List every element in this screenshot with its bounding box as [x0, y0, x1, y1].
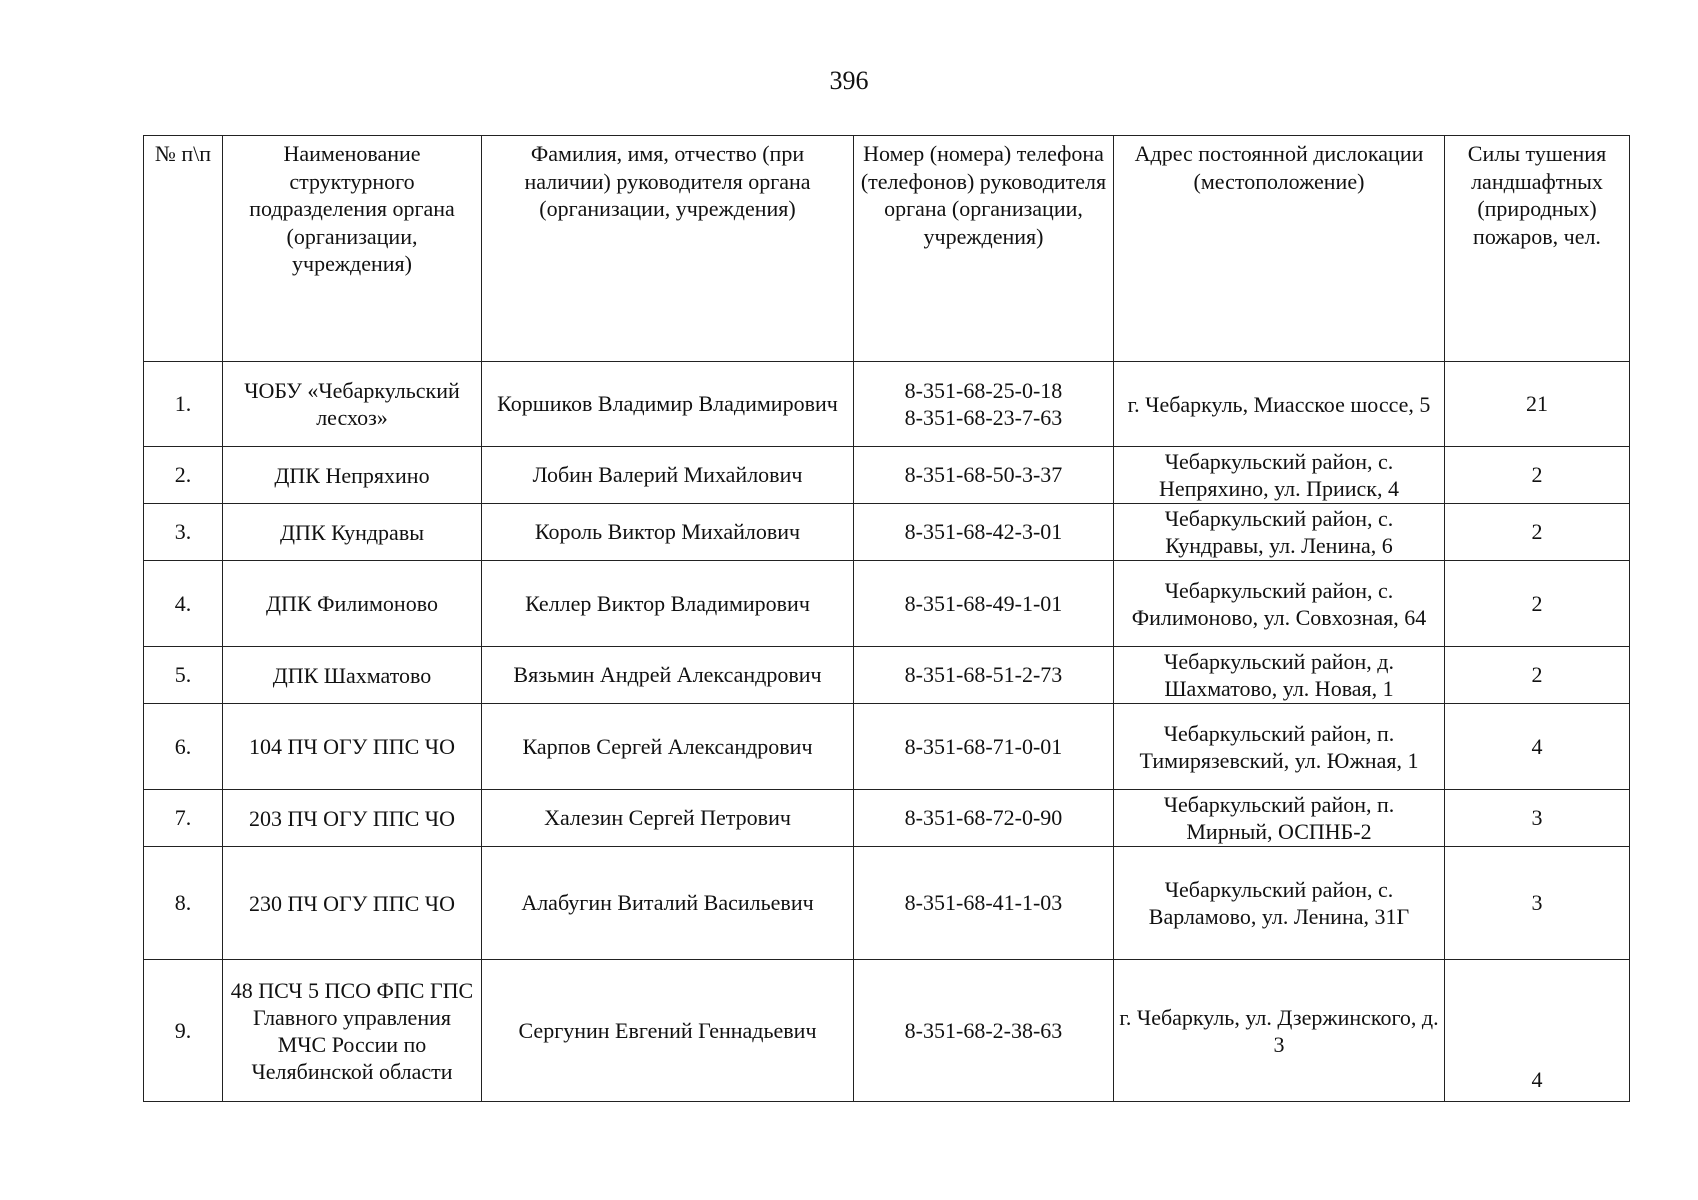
row-organization: 48 ПСЧ 5 ПСО ФПС ГПС Главного управления МЧС России по Челябинской области: [223, 960, 482, 1102]
row-address: Чебаркульский район, с. Варламово, ул. Ленина, 31Г: [1114, 847, 1445, 960]
row-address: Чебаркульский район, п. Тимирязевский, ул. Южная, 1: [1114, 704, 1445, 790]
row-forces: 4: [1445, 960, 1630, 1102]
row-phone-1: 8-351-68-25-0-18: [904, 377, 1063, 403]
row-head-name: Алабугин Виталий Васильевич: [482, 847, 854, 960]
row-head-name: Сергунин Евгений Геннадьевич: [482, 960, 854, 1102]
row-forces: 2: [1445, 647, 1630, 704]
row-number: 9.: [144, 960, 223, 1102]
header-address: Адрес постоянной дислокации (местоположение): [1114, 136, 1445, 362]
row-phone: 8-351-68-50-3-37: [854, 447, 1114, 504]
table-row: [144, 847, 1630, 960]
header-phone: Номер (номера) телефона (телефонов) руководителя органа (организации, учреждения): [854, 136, 1114, 362]
row-organization: 230 ПЧ ОГУ ППС ЧО: [223, 847, 482, 960]
row-forces: 2: [1445, 561, 1630, 647]
row-number: 8.: [144, 847, 223, 960]
header-organization: Наименование структурного подразделения органа (организации, учреждения): [223, 136, 482, 362]
row-address: Чебаркульский район, с. Непряхино, ул. Прииск, 4: [1114, 447, 1445, 504]
row-address: Чебаркульский район, с. Кундравы, ул. Ленина, 6: [1114, 504, 1445, 561]
row-head-name: Келлер Виктор Владимирович: [482, 561, 854, 647]
row-forces: 2: [1445, 504, 1630, 561]
row-forces: 2: [1445, 447, 1630, 504]
row-number: 5.: [144, 647, 223, 704]
row-organization: ДПК Непряхино: [223, 447, 482, 504]
row-forces: 3: [1445, 847, 1630, 960]
table-row: [144, 960, 1630, 1102]
row-number: 7.: [144, 790, 223, 847]
row-organization: ДПК Шахматово: [223, 647, 482, 704]
row-phone-2: 8-351-68-23-7-63: [904, 405, 1063, 430]
row-organization: ДПК Кундравы: [223, 504, 482, 561]
row-phone: 8-351-68-42-3-01: [854, 504, 1114, 561]
row-address: Чебаркульский район, п. Мирный, ОСПНБ-2: [1114, 790, 1445, 847]
page-number: 396: [829, 66, 869, 95]
row-phone: 8-351-68-2-38-63: [854, 960, 1114, 1102]
table-header-row: [144, 136, 1630, 362]
row-forces: 3: [1445, 790, 1630, 847]
row-forces: 21: [1445, 362, 1630, 447]
header-number: № п\п: [144, 136, 223, 362]
row-organization: 203 ПЧ ОГУ ППС ЧО: [223, 790, 482, 847]
row-head-name: Коршиков Владимир Владимирович: [482, 362, 854, 447]
row-address: Чебаркульский район, с. Филимоново, ул. Совхозная, 64: [1114, 561, 1445, 647]
table-row: [144, 362, 1630, 447]
row-address: г. Чебаркуль, ул. Дзержинского, д. 3: [1114, 960, 1445, 1102]
row-forces: 4: [1445, 704, 1630, 790]
row-number: 2.: [144, 447, 223, 504]
table-row: [144, 504, 1630, 561]
row-head-name: Вязьмин Андрей Александрович: [482, 647, 854, 704]
row-number: 3.: [144, 504, 223, 561]
row-phone: 8-351-68-72-0-90: [854, 790, 1114, 847]
row-head-name: Лобин Валерий Михайлович: [482, 447, 854, 504]
row-address: Чебаркульский район, д. Шахматово, ул. Новая, 1: [1114, 647, 1445, 704]
table-row: [144, 647, 1630, 704]
row-organization: ДПК Филимоново: [223, 561, 482, 647]
row-address: г. Чебаркуль, Миасское шоссе, 5: [1114, 362, 1445, 447]
row-number: 4.: [144, 561, 223, 647]
row-number: 1.: [144, 362, 223, 447]
table-row: [144, 561, 1630, 647]
row-organization: 104 ПЧ ОГУ ППС ЧО: [223, 704, 482, 790]
row-head-name: Халезин Сергей Петрович: [482, 790, 854, 847]
row-number: 6.: [144, 704, 223, 790]
row-phone: 8-351-68-71-0-01: [854, 704, 1114, 790]
header-head-name: Фамилия, имя, отчество (при наличии) руководителя органа (организации, учреждения): [482, 136, 854, 362]
row-head-name: Карпов Сергей Александрович: [482, 704, 854, 790]
header-forces: Силы тушения ландшафтных (природных) пожаров, чел.: [1445, 136, 1630, 362]
table-row: [144, 790, 1630, 847]
row-organization: ЧОБУ «Чебаркульский лесхоз»: [223, 362, 482, 447]
row-phone: 8-351-68-51-2-73: [854, 647, 1114, 704]
fire-forces-table: [143, 135, 1630, 1102]
row-head-name: Король Виктор Михайлович: [482, 504, 854, 561]
table-row: [144, 447, 1630, 504]
row-phone: 8-351-68-49-1-01: [854, 561, 1114, 647]
table-row: [144, 704, 1630, 790]
row-phone: [854, 362, 1114, 447]
row-phone: 8-351-68-41-1-03: [854, 847, 1114, 960]
